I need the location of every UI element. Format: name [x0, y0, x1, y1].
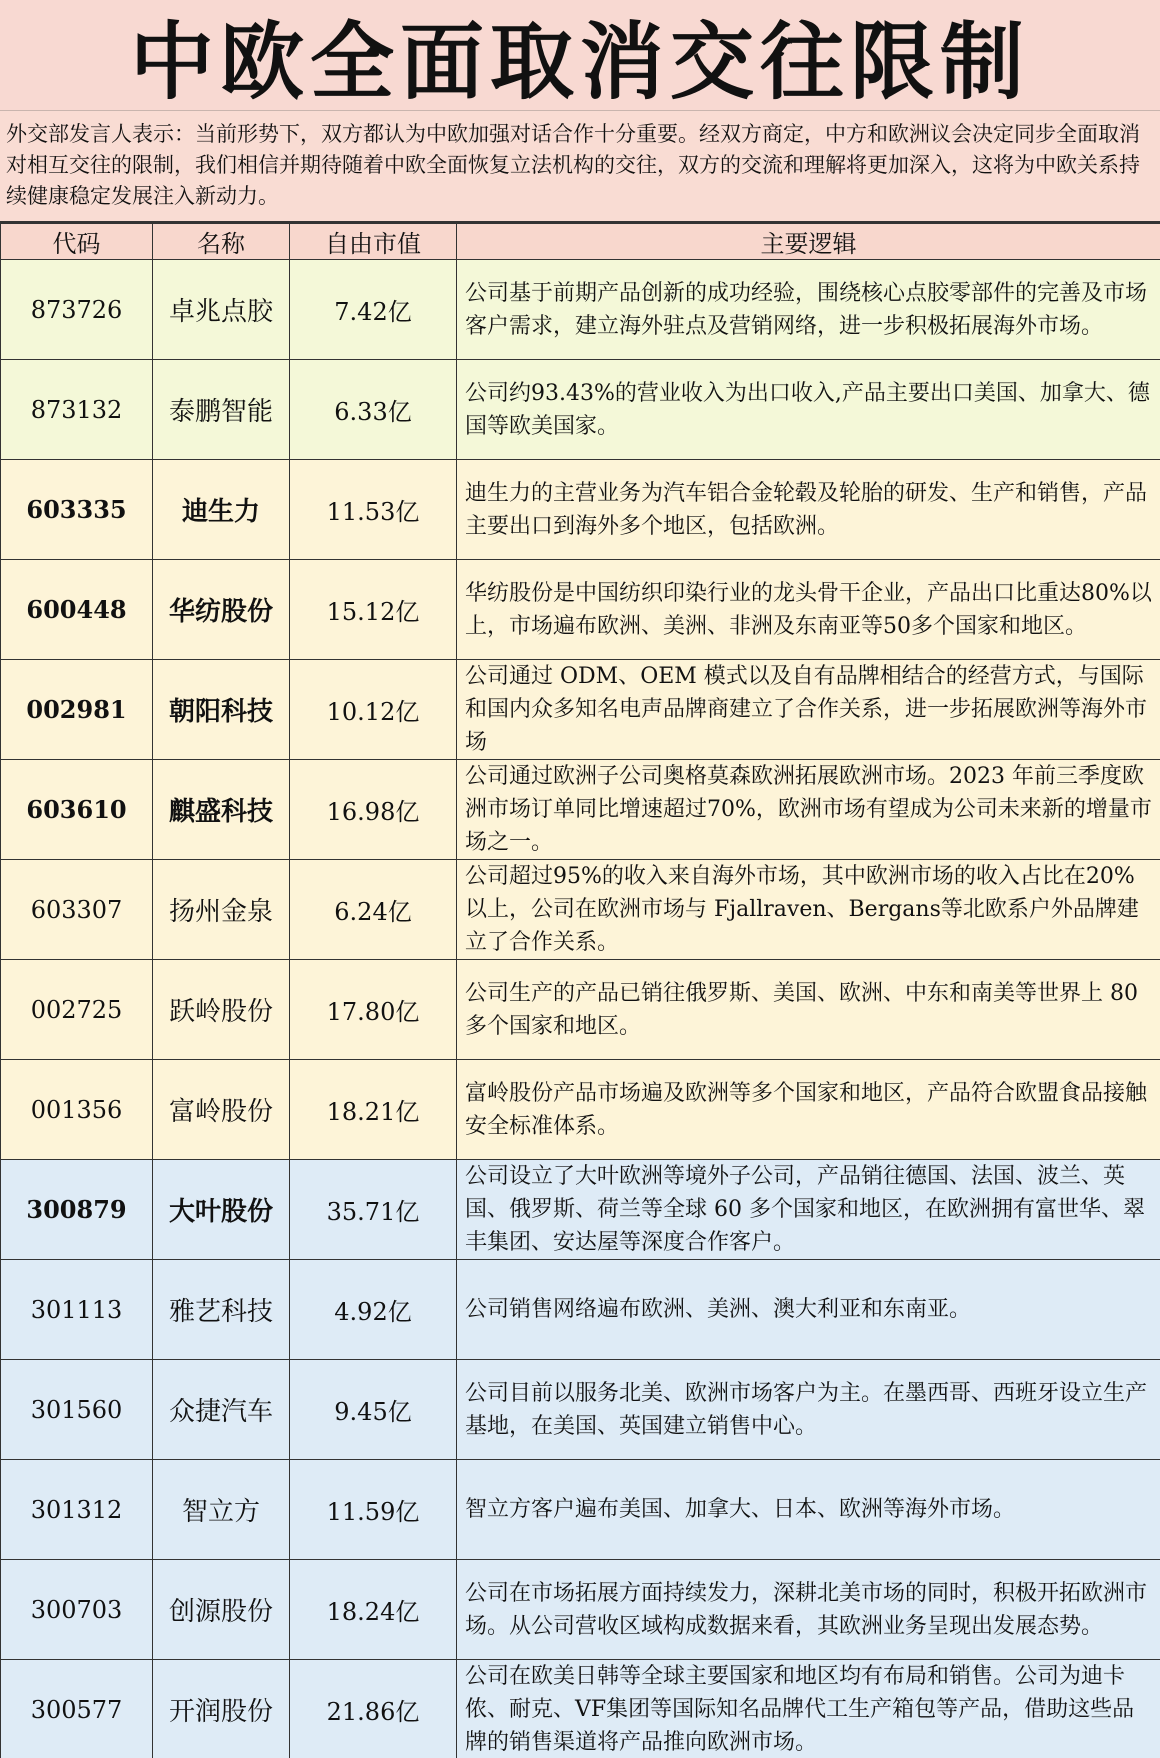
- stock-logic: 迪生力的主营业务为汽车铝合金轮毂及轮胎的研发、生产和销售，产品主要出口到海外多个地区，包括欧洲。: [457, 460, 1160, 560]
- stock-cap: 16.98亿: [290, 760, 457, 860]
- stock-code: 002981: [1, 660, 153, 760]
- stock-code: 300577: [1, 1660, 153, 1758]
- stock-name: 众捷汽车: [153, 1360, 290, 1460]
- table-row: [1, 360, 1160, 460]
- stock-cap: 18.24亿: [290, 1560, 457, 1660]
- stock-name: 雅艺科技: [153, 1260, 290, 1360]
- stock-cap: 11.59亿: [290, 1460, 457, 1560]
- stock-name: 麒盛科技: [153, 760, 290, 860]
- stock-name: 智立方: [153, 1460, 290, 1560]
- stock-name: 迪生力: [153, 460, 290, 560]
- stock-code: 603610: [1, 760, 153, 860]
- stock-name: 华纺股份: [153, 560, 290, 660]
- stock-cap: 6.33亿: [290, 360, 457, 460]
- stock-logic: 公司约93.43%的营业收入为出口收入,产品主要出口美国、加拿大、德国等欧美国家。: [457, 360, 1160, 460]
- stock-code: 300879: [1, 1160, 153, 1260]
- stock-logic: 公司目前以服务北美、欧洲市场客户为主。在墨西哥、西班牙设立生产基地，在美国、英国建立销售中心。: [457, 1360, 1160, 1460]
- table-row: [1, 860, 1160, 960]
- table-row: [1, 1160, 1160, 1260]
- stock-logic: 公司设立了大叶欧洲等境外子公司，产品销往德国、法国、波兰、英国、俄罗斯、荷兰等全球 60 多个国家和地区，在欧洲拥有富世华、翠丰集团、安达屋等深度合作客户。: [457, 1160, 1160, 1260]
- stock-code: 301312: [1, 1460, 153, 1560]
- stock-logic: 公司在市场拓展方面持续发力，深耕北美市场的同时，积极开拓欧洲市场。从公司营收区域构成数据来看，其欧洲业务呈现出发展态势。: [457, 1560, 1160, 1660]
- header-cap: 自由市值: [290, 224, 457, 260]
- table-row: [1, 960, 1160, 1060]
- stock-logic: 公司在欧美日韩等全球主要国家和地区均有布局和销售。公司为迪卡侬、耐克、VF集团等国际知名品牌代工生产箱包等产品，借助这些品牌的销售渠道将产品推向欧洲市场。: [457, 1660, 1160, 1758]
- table-row: [1, 260, 1160, 360]
- stock-cap: 17.80亿: [290, 960, 457, 1060]
- stock-name: 朝阳科技: [153, 660, 290, 760]
- stock-name: 大叶股份: [153, 1160, 290, 1260]
- stock-code: 002725: [1, 960, 153, 1060]
- stock-code: 873726: [1, 260, 153, 360]
- stock-code: 301113: [1, 1260, 153, 1360]
- stock-cap: 18.21亿: [290, 1060, 457, 1160]
- stock-cap: 7.42亿: [290, 260, 457, 360]
- stock-code: 301560: [1, 1360, 153, 1460]
- stock-logic: 公司通过 ODM、OEM 模式以及自有品牌相结合的经营方式，与国际和国内众多知名电声品牌商建立了合作关系，进一步拓展欧洲等海外市场: [457, 660, 1160, 760]
- table-row: [1, 1260, 1160, 1360]
- intro-paragraph: 外交部发言人表示：当前形势下，双方都认为中欧加强对话合作十分重要。经双方商定，中方和欧洲议会决定同步全面取消对相互交往的限制，我们相信并期待随着中欧全面恢复立法机构的交往，双方的交流和理解将更加深入，这将为中欧关系持续健康稳定发展注入新动力。: [0, 111, 1160, 223]
- stock-code: 603307: [1, 860, 153, 960]
- stock-code: 603335: [1, 460, 153, 560]
- stock-name: 泰鹏智能: [153, 360, 290, 460]
- stock-logic: 公司生产的产品已销往俄罗斯、美国、欧洲、中东和南美等世界上 80多个国家和地区。: [457, 960, 1160, 1060]
- table-row: [1, 1360, 1160, 1460]
- table-row: [1, 1060, 1160, 1160]
- stock-cap: 4.92亿: [290, 1260, 457, 1360]
- stock-code: 873132: [1, 360, 153, 460]
- header-logic: 主要逻辑: [457, 224, 1160, 260]
- header-name: 名称: [153, 224, 290, 260]
- stock-table: [0, 223, 1160, 1758]
- stock-name: 富岭股份: [153, 1060, 290, 1160]
- stock-code: 001356: [1, 1060, 153, 1160]
- stock-logic: 公司超过95%的收入来自海外市场，其中欧洲市场的收入占比在20%以上，公司在欧洲市场与 Fjallraven、Bergans等北欧系户外品牌建立了合作关系。: [457, 860, 1160, 960]
- stock-logic: 公司基于前期产品创新的成功经验，围绕核心点胶零部件的完善及市场客户需求，建立海外驻点及营销网络，进一步积极拓展海外市场。: [457, 260, 1160, 360]
- stock-logic: 华纺股份是中国纺织印染行业的龙头骨干企业，产品出口比重达80%以上，市场遍布欧洲、美洲、非洲及东南亚等50多个国家和地区。: [457, 560, 1160, 660]
- title-banner: [0, 0, 1160, 111]
- table-row: [1, 660, 1160, 760]
- table-row: [1, 1460, 1160, 1560]
- stock-code: 600448: [1, 560, 153, 660]
- table-row: [1, 460, 1160, 560]
- stock-name: 扬州金泉: [153, 860, 290, 960]
- table-row: [1, 1660, 1160, 1758]
- stock-logic: 公司通过欧洲子公司奥格莫森欧洲拓展欧洲市场。2023 年前三季度欧洲市场订单同比增速超过70%，欧洲市场有望成为公司未来新的增量市场之一。: [457, 760, 1160, 860]
- stock-name: 创源股份: [153, 1560, 290, 1660]
- stock-cap: 9.45亿: [290, 1360, 457, 1460]
- stock-cap: 10.12亿: [290, 660, 457, 760]
- stock-cap: 35.71亿: [290, 1160, 457, 1260]
- stock-logic: 智立方客户遍布美国、加拿大、日本、欧洲等海外市场。: [457, 1460, 1160, 1560]
- stock-code: 300703: [1, 1560, 153, 1660]
- stock-cap: 21.86亿: [290, 1660, 457, 1758]
- stock-logic: 公司销售网络遍布欧洲、美洲、澳大利亚和东南亚。: [457, 1260, 1160, 1360]
- stock-name: 跃岭股份: [153, 960, 290, 1060]
- stock-cap: 11.53亿: [290, 460, 457, 560]
- stock-name: 开润股份: [153, 1660, 290, 1758]
- table-header-row: [1, 224, 1160, 260]
- stock-cap: 15.12亿: [290, 560, 457, 660]
- stock-logic: 富岭股份产品市场遍及欧洲等多个国家和地区，产品符合欧盟食品接触安全标准体系。: [457, 1060, 1160, 1160]
- stock-cap: 6.24亿: [290, 860, 457, 960]
- stock-name: 卓兆点胶: [153, 260, 290, 360]
- header-code: 代码: [1, 224, 153, 260]
- page-title: 中欧全面取消交往限制: [129, 12, 1030, 111]
- table-row: [1, 1560, 1160, 1660]
- table-row: [1, 560, 1160, 660]
- table-row: [1, 760, 1160, 860]
